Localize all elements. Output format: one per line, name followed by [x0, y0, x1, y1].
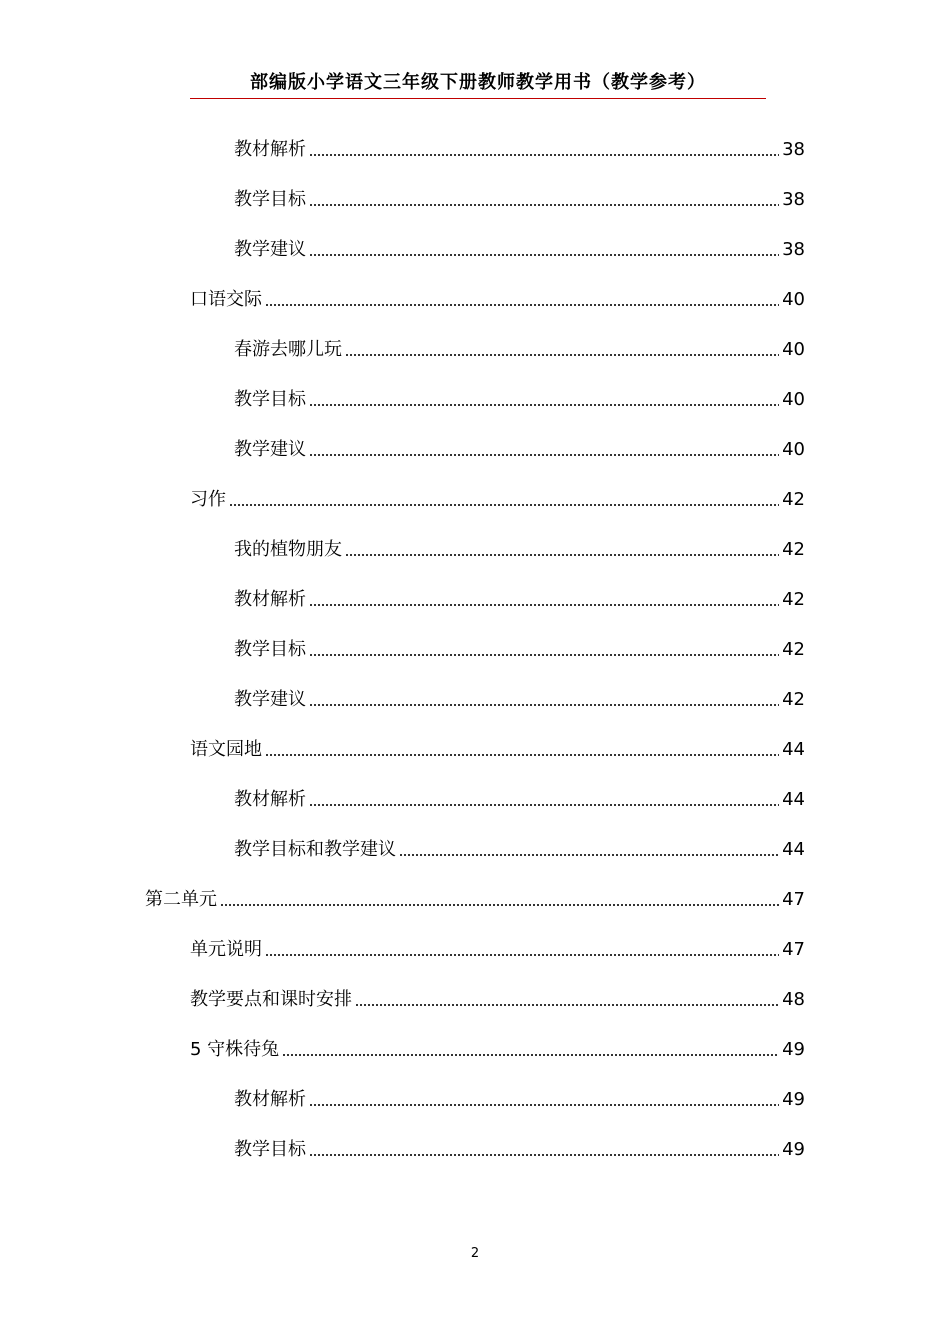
toc-entry[interactable] [190, 725, 805, 775]
toc-entry-page: 40 [782, 389, 805, 410]
toc-entry-label: 5 守株待兔 [190, 1039, 280, 1060]
toc-entry-label: 教学目标 [234, 189, 306, 210]
toc-dot-leader [309, 204, 779, 206]
toc-entry[interactable] [234, 1075, 805, 1125]
toc-dot-leader [309, 154, 779, 156]
toc-entry-label: 教学目标 [234, 389, 306, 410]
toc-entry-label: 教学目标和教学建议 [234, 839, 396, 860]
toc-dot-leader [309, 604, 779, 606]
toc-entry-label: 第二单元 [145, 889, 217, 910]
toc-entry-page: 44 [782, 789, 805, 810]
toc-entry-label: 教学建议 [234, 689, 306, 710]
toc-entry[interactable] [234, 225, 805, 275]
toc-dot-leader [309, 1104, 779, 1106]
toc-entry-page: 49 [782, 1089, 805, 1110]
toc-entry-page: 40 [782, 439, 805, 460]
toc-entry-page: 48 [782, 989, 805, 1010]
toc-entry-page: 42 [782, 539, 805, 560]
page-number: 2 [470, 1246, 480, 1261]
toc-entry-label: 春游去哪儿玩 [234, 339, 342, 360]
toc-entry-label: 教材解析 [234, 589, 306, 610]
toc-entry-page: 38 [782, 189, 805, 210]
toc-entry-label: 教材解析 [234, 1089, 306, 1110]
toc-entry-label: 教材解析 [234, 789, 306, 810]
toc-entry-page: 40 [782, 339, 805, 360]
toc-entry-label: 我的植物朋友 [234, 539, 342, 560]
toc-entry[interactable] [190, 975, 805, 1025]
toc-entry-page: 44 [782, 739, 805, 760]
toc-dot-leader [309, 1154, 779, 1156]
toc-dot-leader [399, 854, 779, 856]
toc-entry[interactable] [234, 175, 805, 225]
toc-entry[interactable] [190, 1025, 805, 1075]
toc-entry[interactable] [234, 525, 805, 575]
toc-entry-page: 42 [782, 589, 805, 610]
document-title: 部编版小学语文三年级下册教师教学用书（教学参考） [250, 72, 706, 93]
page-header [190, 70, 766, 99]
toc-entry[interactable] [234, 325, 805, 375]
toc-entry-label: 语文园地 [190, 739, 262, 760]
toc-entry[interactable] [190, 275, 805, 325]
toc-entry[interactable] [190, 475, 805, 525]
toc-entry[interactable] [234, 775, 805, 825]
toc-entry-label: 教学目标 [234, 1139, 306, 1160]
toc-dot-leader [309, 454, 779, 456]
toc-entry-page: 42 [782, 489, 805, 510]
toc-dot-leader [309, 404, 779, 406]
toc-entry-page: 38 [782, 239, 805, 260]
toc-entry-page: 47 [782, 889, 805, 910]
toc-dot-leader [309, 804, 779, 806]
toc-entry-label: 口语交际 [190, 289, 262, 310]
toc-entry[interactable] [234, 375, 805, 425]
toc-entry-page: 42 [782, 689, 805, 710]
toc-entry[interactable] [234, 675, 805, 725]
toc-entry-label: 习作 [190, 489, 226, 510]
toc-dot-leader [345, 354, 779, 356]
toc-entry[interactable] [234, 625, 805, 675]
toc-entry[interactable] [234, 425, 805, 475]
toc-entry[interactable] [190, 925, 805, 975]
toc-entry[interactable] [145, 875, 805, 925]
toc-dot-leader [265, 304, 779, 306]
toc-entry-page: 38 [782, 139, 805, 160]
toc-dot-leader [265, 754, 779, 756]
toc-dot-leader [265, 954, 779, 956]
toc-entry-page: 49 [782, 1139, 805, 1160]
toc-dot-leader [345, 554, 779, 556]
toc-entry-label: 教学目标 [234, 639, 306, 660]
toc-entry[interactable] [234, 575, 805, 625]
toc-entry-page: 44 [782, 839, 805, 860]
toc-dot-leader [229, 504, 779, 506]
toc-entry-page: 42 [782, 639, 805, 660]
toc-entry-label: 教学建议 [234, 239, 306, 260]
toc-entry-label: 教学建议 [234, 439, 306, 460]
toc-entry[interactable] [234, 1125, 805, 1175]
toc-entry-page: 40 [782, 289, 805, 310]
toc-entry-label: 单元说明 [190, 939, 262, 960]
toc-entry[interactable] [234, 825, 805, 875]
toc-dot-leader [309, 704, 779, 706]
toc-dot-leader [282, 1054, 779, 1056]
toc-entry-label: 教材解析 [234, 139, 306, 160]
toc-entry-page: 47 [782, 939, 805, 960]
toc-entry-label: 教学要点和课时安排 [190, 989, 352, 1010]
toc-dot-leader [355, 1004, 779, 1006]
toc-dot-leader [220, 904, 779, 906]
toc-entry-page: 49 [782, 1039, 805, 1060]
toc-entry[interactable] [234, 125, 805, 175]
toc-dot-leader [309, 254, 779, 256]
toc-dot-leader [309, 654, 779, 656]
